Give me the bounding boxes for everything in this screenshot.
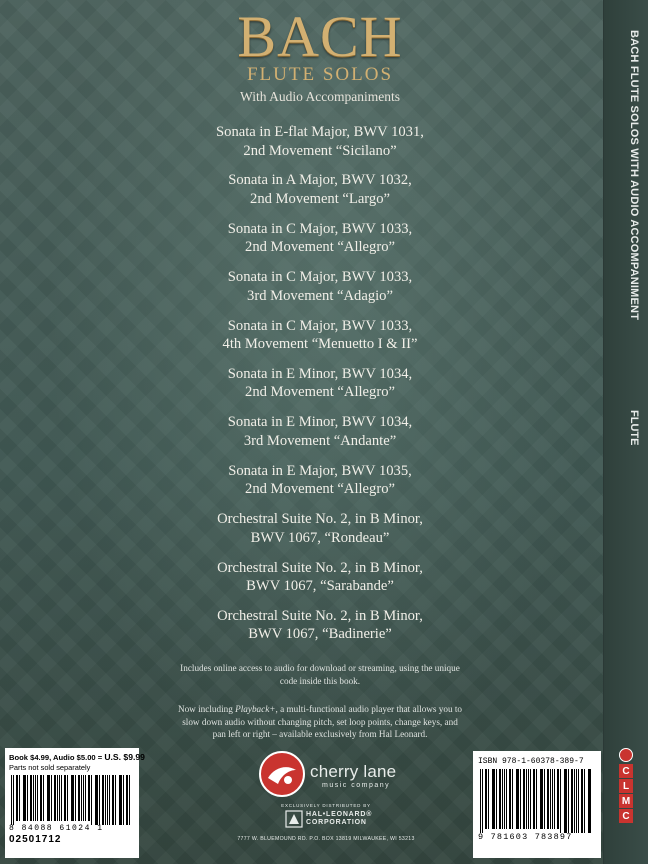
barcode-bar (550, 769, 551, 829)
barcode-bar (523, 769, 525, 829)
isbn-barcode-label (473, 751, 601, 858)
catalog-number: 02501712 (9, 834, 62, 845)
price-barcode-label (5, 748, 145, 858)
list-item: Sonata in E Minor, BWV 1034, 2nd Movement “Allegro” (227, 365, 413, 401)
barcode-bar (557, 769, 559, 829)
barcode-bar (35, 775, 36, 821)
book-subtitle: FLUTE SOLOS (246, 64, 394, 85)
distributed-by: EXCLUSIVELY DISTRIBUTED BY (281, 803, 371, 808)
barcode-bar (85, 775, 86, 821)
book-tagline: With Audio Accompaniments (240, 89, 400, 104)
barcode-bar (512, 769, 513, 829)
list-item: Sonata in E-flat Major, BWV 1031, 2nd Movement “Sicilano” (216, 124, 424, 159)
online-access-note: Includes online access to audio for download or streaming, using the unique code inside this book. (180, 663, 460, 686)
contents-list (150, 120, 490, 652)
barcode-bar (83, 775, 84, 821)
barcode-bar (40, 775, 42, 821)
barcode-bar (540, 769, 543, 829)
publisher-name: cherry lane (310, 762, 397, 781)
barcode-bar (59, 775, 60, 821)
barcode-bar (584, 769, 585, 833)
publisher-sub: music company (322, 782, 391, 789)
spine (603, 0, 648, 864)
barcode-bar (547, 769, 549, 829)
barcode-bar (16, 775, 18, 821)
barcode-bar (568, 769, 569, 833)
upc-barcode (9, 775, 133, 825)
isbn-number: 9 781603 783897 (478, 832, 573, 842)
clmc-logo (617, 748, 635, 824)
barcode-bar (64, 775, 66, 821)
barcode-bar (502, 769, 503, 829)
barcode-bar (115, 775, 116, 825)
list-item: Sonata in A Major, BWV 1032, 2nd Movement “Largo” (228, 172, 412, 207)
publisher-block (237, 750, 415, 860)
barcode-bar (544, 769, 545, 829)
barcode-bar (506, 769, 507, 829)
barcode-bar (480, 769, 481, 833)
barcode-bar (102, 775, 104, 825)
price-text: Book $4.99, Audio $5.00 = U.S. $9.99 (9, 752, 145, 762)
barcode-bar (61, 775, 62, 821)
barcode-bar (19, 775, 20, 821)
barcode-bar (536, 769, 537, 829)
upc-number: 8 84088 61024 1 (9, 824, 104, 833)
cherry-lane-logo-icon (258, 750, 306, 798)
spine-title: BACH FLUTE SOLOS WITH AUDIO ACCOMPANIMENT (628, 30, 640, 321)
parts-note: Parts not sold separately (9, 763, 91, 772)
barcode-bar (23, 775, 26, 821)
logo-letter: L (619, 779, 633, 793)
distributor-address: 7777 W. BLUEMOUND RD. P.O. BOX 13819 MILWAUKEE, WI 53213 (237, 836, 415, 842)
barcode-bar (578, 769, 579, 833)
barcode-bar (554, 769, 555, 829)
barcode-bar (571, 769, 573, 833)
barcode-bar (27, 775, 28, 821)
barcode-bar (504, 769, 505, 829)
barcode-bar (533, 769, 535, 829)
barcode-bar (112, 775, 114, 825)
distributor-name: HAL•LEONARD® CORPORATION (306, 811, 373, 826)
barcode-bar (526, 769, 527, 829)
barcode-bar (509, 769, 511, 829)
list-item: Sonata in E Minor, BWV 1034, 3rd Movement “Andante” (227, 414, 413, 449)
barcode-bar (552, 769, 553, 829)
barcode-bar (129, 775, 130, 825)
barcode-bar (564, 769, 567, 833)
barcode-bar (588, 769, 591, 833)
barcode-bar (95, 775, 98, 825)
barcode-bar (482, 769, 483, 833)
playback-note: Now including Playback+, a multi-functional audio player that allows you to slow down audio without changing pitch, set loop points, change keys, and pan left or right – available exclusively from Hal Leonard. (177, 704, 463, 739)
barcode-bar (574, 769, 575, 833)
barcode-bar (71, 775, 74, 821)
book-title: BACH (237, 4, 403, 69)
clmc-logo-icon (619, 748, 633, 762)
isbn-label: ISBN 978-1-60378-389-7 (478, 757, 584, 766)
list-item: Sonata in C Major, BWV 1033, 4th Movement “Menuetto I & II” (222, 317, 418, 353)
barcode-bar (499, 769, 501, 829)
barcode-bar (123, 775, 124, 825)
barcode-bar (88, 775, 90, 821)
barcode-bar (11, 775, 12, 825)
list-item: Orchestral Suite No. 2, in B Minor, BWV 1067, “Sarabande” (217, 559, 423, 595)
barcode-bar (30, 775, 32, 821)
logo-letter: M (619, 794, 633, 808)
barcode-bar (33, 775, 34, 821)
barcode-bar (496, 769, 497, 829)
barcode-bar (485, 769, 487, 829)
barcode-bar (81, 775, 82, 821)
barcode-bar (109, 775, 110, 825)
barcode-bar (576, 769, 577, 833)
barcode-bar (560, 769, 561, 833)
isbn-barcode (478, 769, 594, 833)
logo-letter: C (619, 764, 633, 778)
barcode-bar (13, 775, 14, 825)
barcode-bar (91, 775, 92, 825)
barcode-bar (99, 775, 100, 825)
barcode-bar (105, 775, 106, 825)
barcode-bar (54, 775, 56, 821)
barcode-bar (57, 775, 58, 821)
barcode-bar (37, 775, 38, 821)
barcode-bar (520, 769, 521, 829)
list-item: Sonata in E Major, BWV 1035, 2nd Movement “Allegro” (228, 462, 412, 498)
barcode-bar (528, 769, 529, 829)
barcode-bar (492, 769, 495, 829)
barcode-bar (78, 775, 80, 821)
barcode-bar (119, 775, 122, 825)
barcode-bar (488, 769, 489, 829)
list-item: Orchestral Suite No. 2, in B Minor, BWV 1067, “Rondeau” (217, 511, 423, 546)
barcode-bar (75, 775, 76, 821)
barcode-bar (43, 775, 44, 821)
logo-letter: C (619, 809, 633, 823)
spine-instrument: FLUTE (628, 410, 640, 446)
barcode-bar (530, 769, 531, 829)
barcode-bar (51, 775, 52, 821)
barcode-bar (107, 775, 108, 825)
list-item: Orchestral Suite No. 2, in B Minor, BWV 1067, “Badinerie” (217, 607, 423, 643)
barcode-bar (47, 775, 50, 821)
barcode-bar (516, 769, 519, 829)
barcode-bar (581, 769, 583, 833)
barcode-bar (126, 775, 128, 825)
list-item: Sonata in C Major, BWV 1033, 2nd Movement “Allegro” (227, 220, 413, 256)
barcode-bar (67, 775, 68, 821)
list-item: Sonata in C Major, BWV 1033, 3rd Movement “Adagio” (227, 269, 413, 304)
